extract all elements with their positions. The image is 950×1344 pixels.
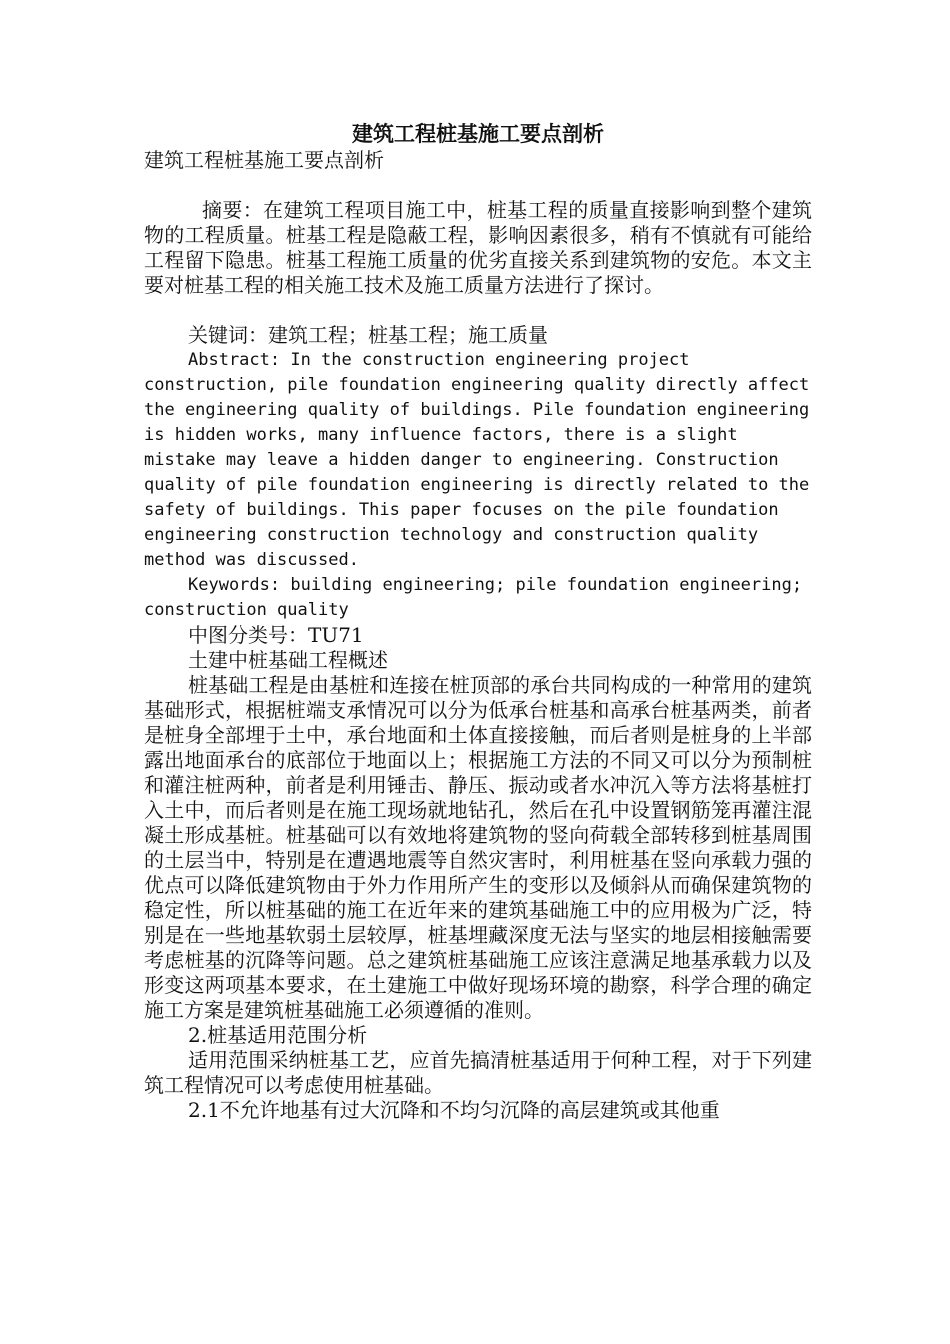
classification-number: 中图分类号：TU71: [188, 623, 364, 647]
abstract-english: Abstract: In the construction engineering project construction, pile foundation engineering quality directly affect the engineering quality of buildings. Pile foundation engineering is hidden works, many influence factors, there is a slight mistake may leave a hidden danger to engineering. Construction quality of pile foundation engineering is directly related to the safety of buildings. This paper focuses on the pile foundation engineering construction technology and construction quality method was discussed.: [144, 350, 810, 570]
section-heading: 2.桩基适用范围分析: [188, 1023, 368, 1047]
subsection-item: 2.1不允许地基有过大沉降和不均匀沉降的高层建筑或其他重: [188, 1098, 720, 1122]
document-title: 建筑工程桩基施工要点剖析: [352, 121, 604, 146]
section-body: 适用范围采纳桩基工艺，应首先搞清桩基适用于何种工程，对于下列建筑工程情况可以考虑使用桩基础。: [144, 1048, 812, 1097]
document-subtitle: 建筑工程桩基施工要点剖析: [144, 148, 384, 172]
keywords-chinese: 关键词：建筑工程；桩基工程；施工质量: [188, 323, 548, 347]
section-body: 桩基础工程是由基桩和连接在桩顶部的承台共同构成的一种常用的建筑基础形式，根据桩端支承情况可以分为低承台桩基和高承台桩基两类，前者是桩身全部埋于土中，承台地面和土体直接接触，而后者则是桩身的上半部露出地面承台的底部位于地面以上；根据施工方法的不同又可以分为预制桩和灌注桩两种，前者是利用锤击、静压、振动或者水冲沉入等方法将基桩打入土中，而后者则是在施工现场就地钻孔，然后在孔中设置钢筋笼再灌注混凝土形成基桩。桩基础可以有效地将建筑物的竖向荷载全部转移到桩基周围的土层当中，特别是在遭遇地震等自然灾害时，利用桩基在竖向承载力强的优点可以降低建筑物由于外力作用所产生的变形以及倾斜从而确保建筑物的稳定性，所以桩基础的施工在近年来的建筑基础施工中的应用极为广泛，特别是在一些地基软弱土层较厚，桩基埋藏深度无法与坚实的地层相接触需要考虑桩基的沉降等问题。总之建筑桩基础施工应该注意满足地基承载力以及形变这两项基本要求，在土建施工中做好现场环境的勘察，科学合理的确定施工方案是建筑桩基础施工必须遵循的准则。: [144, 673, 812, 1022]
document-page: [144, 120, 812, 1123]
keywords-english: Keywords: building engineering; pile foundation engineering; construction quality: [144, 575, 803, 620]
abstract-chinese: 摘要：在建筑工程项目施工中，桩基工程的质量直接影响到整个建筑物的工程质量。桩基工程是隐蔽工程，影响因素很多，稍有不慎就有可能给工程留下隐患。桩基工程施工质量的优劣直接关系到建筑物的安危。本文主要对桩基工程的相关施工技术及施工质量方法进行了探讨。: [144, 198, 812, 297]
section-heading: 土建中桩基础工程概述: [188, 648, 388, 672]
